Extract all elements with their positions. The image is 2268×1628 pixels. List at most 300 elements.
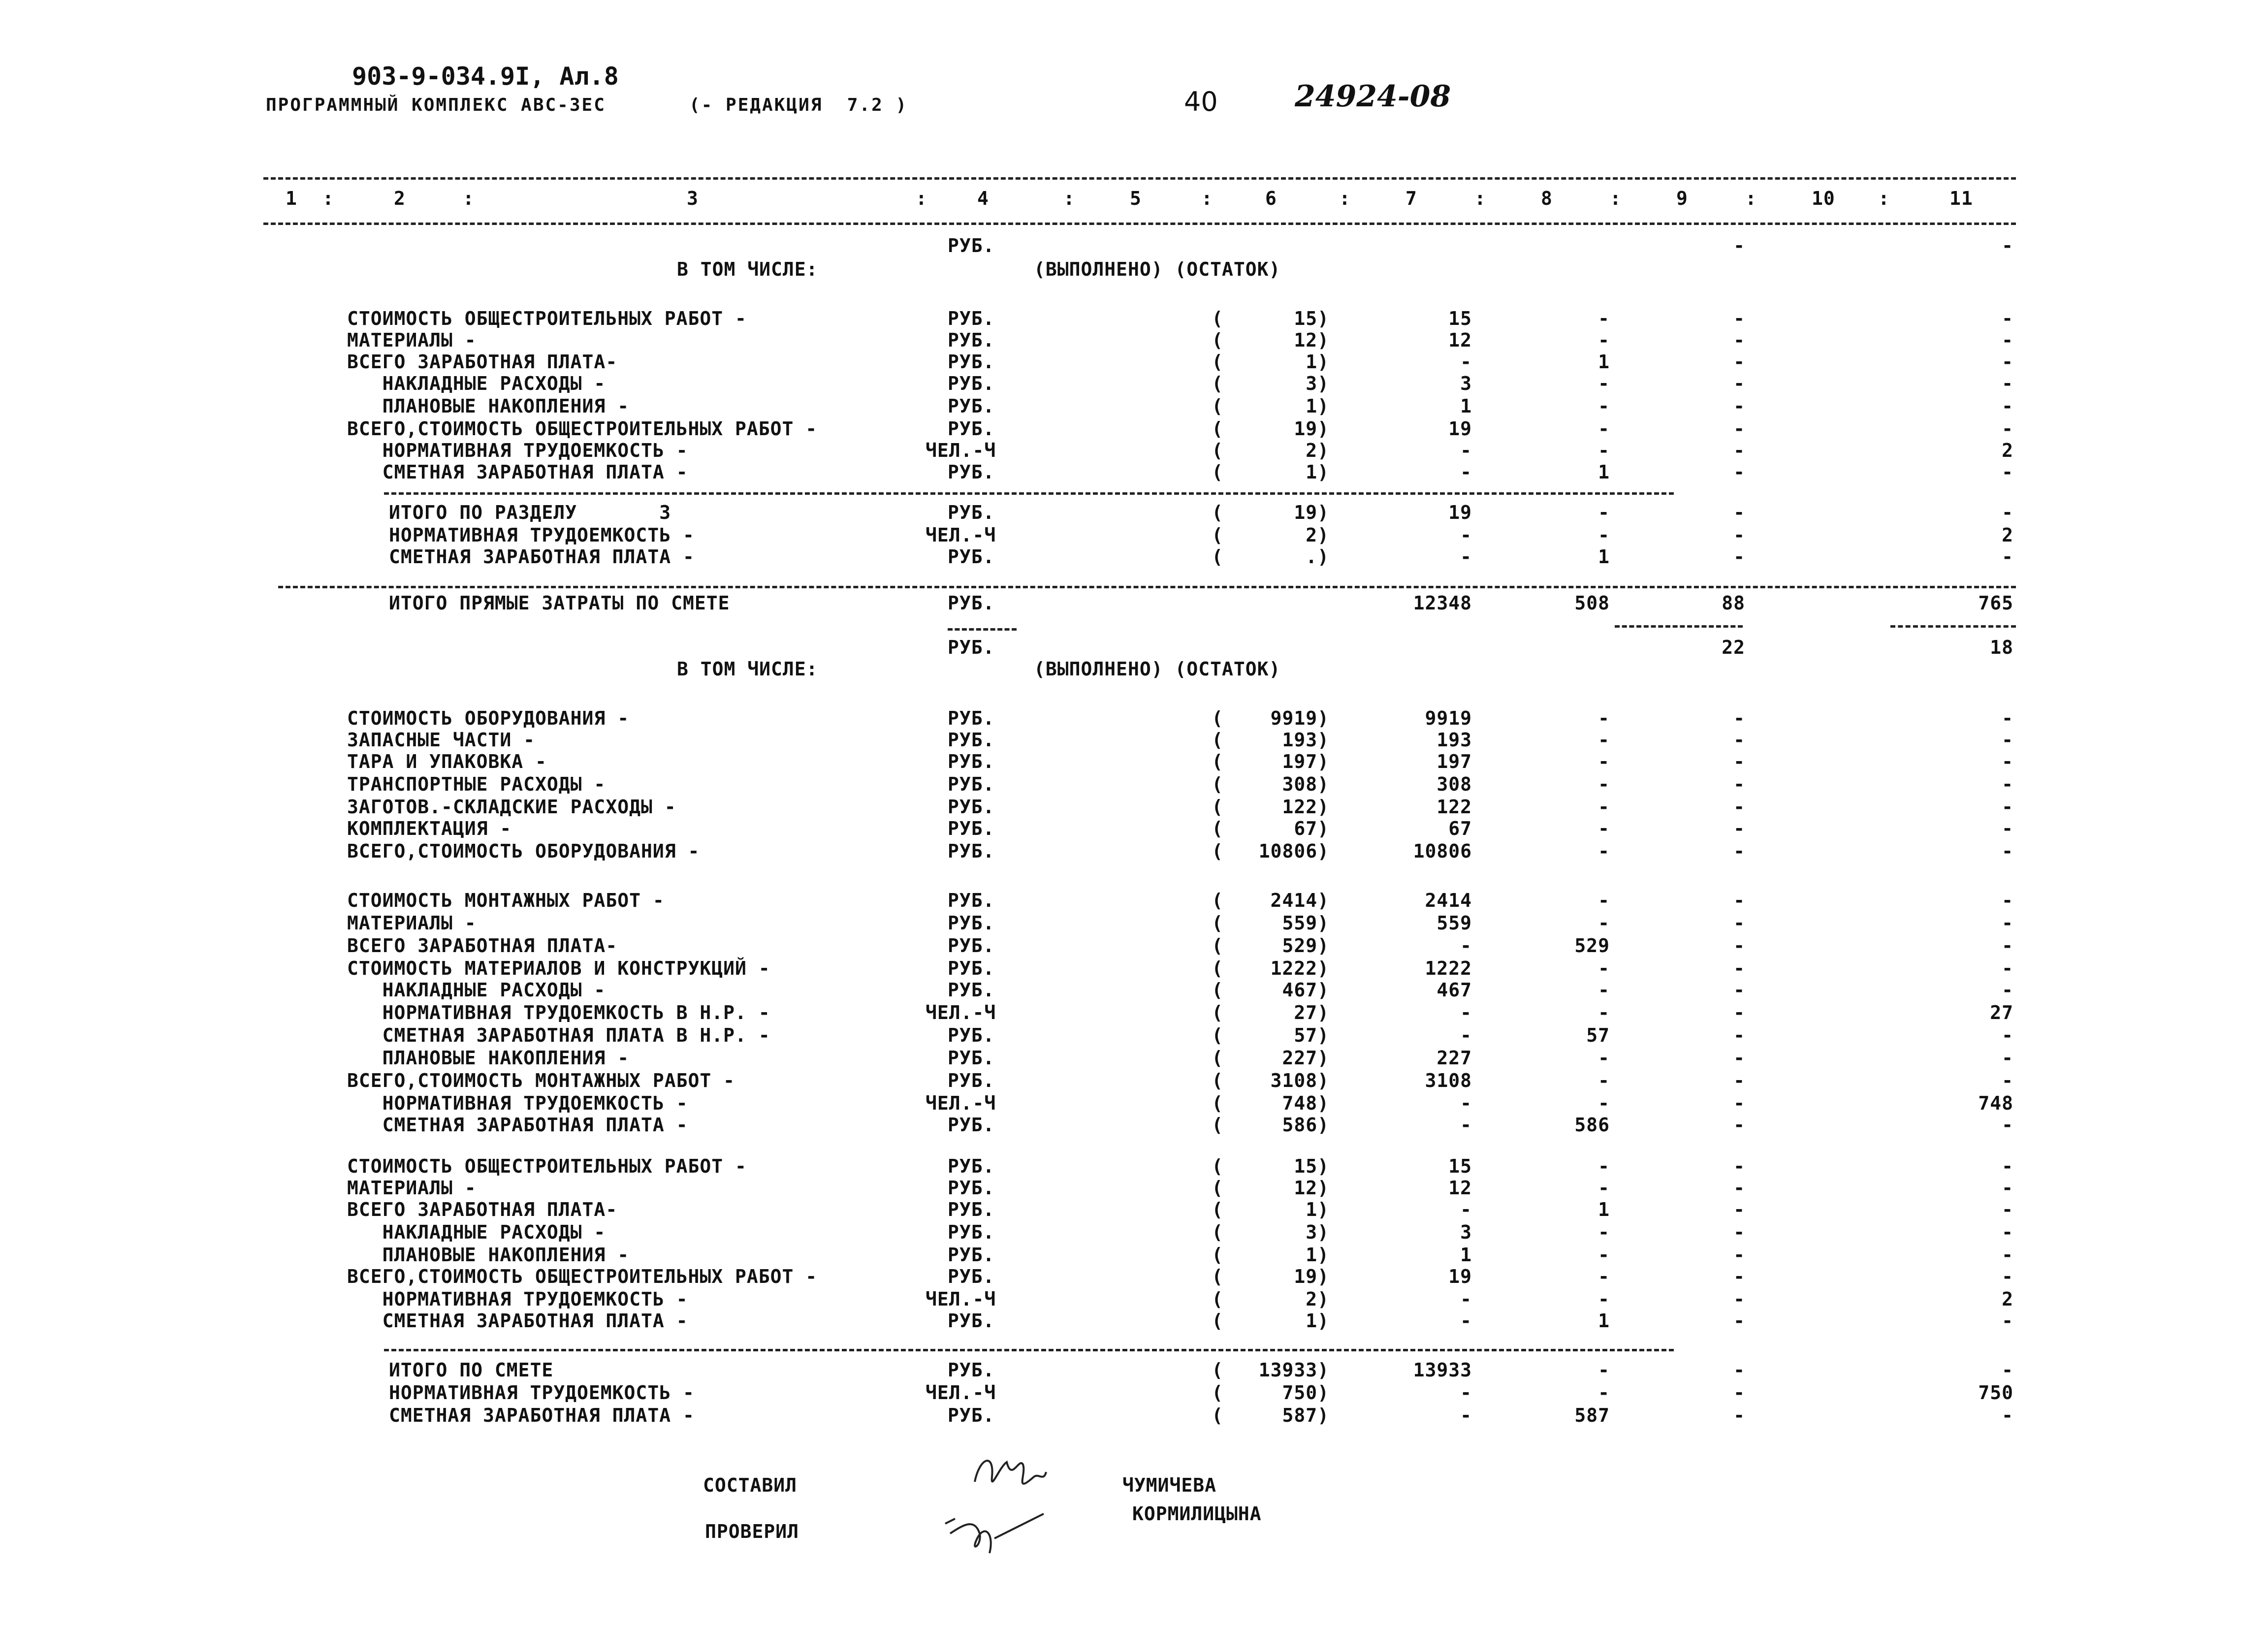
cell-col7: 12 [1448, 329, 1472, 351]
section-rule [384, 1349, 1674, 1351]
cell-col8: - [1598, 796, 1610, 818]
row-unit: РУБ. [948, 373, 995, 394]
cell-col9: - [1733, 979, 1745, 1001]
row-unit: РУБ. [948, 329, 995, 351]
row-label: ЗАПАСНЫЕ ЧАСТИ - [347, 729, 536, 751]
cell-col11: 18 [1990, 637, 2013, 658]
cell-col11: - [2002, 546, 2013, 568]
compiled-name: ЧУМИЧЕВА [1122, 1474, 1217, 1496]
checked-label: ПРОВЕРИЛ [705, 1521, 799, 1542]
cell-col9: - [1733, 890, 1745, 911]
row-label: СМЕТНАЯ ЗАРАБОТНАЯ ПЛАТА - [389, 546, 695, 568]
row-unit: РУБ. [948, 395, 995, 417]
cell-col11: - [2002, 707, 2013, 729]
column-number: 7 [1406, 188, 1417, 209]
cell-col11: - [2002, 890, 2013, 911]
row-unit: РУБ. [948, 818, 995, 839]
row-unit: РУБ. [948, 1266, 995, 1287]
cell-col9: - [1733, 958, 1745, 979]
cell-col11: - [2002, 840, 2013, 862]
edition: (- РЕДАКЦИЯ 7.2 ) [689, 95, 908, 115]
row-label: СТОИМОСТЬ ОБОРУДОВАНИЯ - [347, 707, 630, 729]
row-label: ПЛАНОВЫЕ НАКОПЛЕНИЯ - [347, 395, 630, 417]
cell-col9: - [1733, 796, 1745, 818]
cell-col7: - [1460, 1310, 1472, 1332]
checked-name: КОРМИЛИЦЫНА [1132, 1503, 1262, 1525]
cell-col8: - [1598, 729, 1610, 751]
ref-number: 24924-08 [1295, 79, 1451, 114]
cell-col7: - [1460, 1382, 1472, 1404]
cell-col7: - [1460, 440, 1472, 461]
cell-col9: - [1733, 308, 1745, 329]
row-unit: РУБ. [948, 592, 995, 614]
row-label: СТОИМОСТЬ ОБЩЕСТРОИТЕЛЬНЫХ РАБОТ - [347, 308, 747, 329]
cell-col6: ( 467) [1212, 979, 1329, 1001]
cell-col7: 19 [1448, 418, 1472, 440]
cell-col8: 1 [1598, 351, 1610, 373]
row-unit: РУБ. [948, 729, 995, 751]
cell-col7: - [1460, 524, 1472, 546]
cell-col8: - [1598, 912, 1610, 934]
column-separator: : [322, 188, 334, 209]
cell-col7: - [1460, 351, 1472, 373]
cell-col8: - [1598, 958, 1610, 979]
cell-col6: ( 10806) [1212, 840, 1329, 862]
cell-col8: - [1598, 979, 1610, 1001]
cell-col9: 88 [1722, 592, 1745, 614]
cell-col9: - [1733, 840, 1745, 862]
column-separator: : [1610, 188, 1622, 209]
cell-col8: - [1598, 1070, 1610, 1091]
column-number: 1 [286, 188, 297, 209]
column-number: 2 [394, 188, 406, 209]
cell-col11: 27 [1990, 1002, 2013, 1023]
cell-col8: - [1598, 373, 1610, 394]
cell-col6: ( 308) [1212, 773, 1329, 795]
cell-col9: - [1733, 373, 1745, 394]
cell-col11: - [2002, 818, 2013, 839]
cell-col11: - [2002, 395, 2013, 417]
cell-col8: - [1598, 502, 1610, 523]
cell-col11: - [2002, 1070, 2013, 1091]
cell-col8: - [1598, 329, 1610, 351]
row-unit: РУБ. [948, 979, 995, 1001]
cell-col8: - [1598, 418, 1610, 440]
cell-col11: - [2002, 1199, 2013, 1220]
cell-col11: 2 [2002, 1288, 2013, 1310]
cell-col8: - [1598, 1382, 1610, 1404]
cell-col7: 12 [1448, 1177, 1472, 1199]
section-rule [278, 586, 2016, 588]
cell-col6: ( 19) [1212, 418, 1329, 440]
cell-col11: - [2002, 773, 2013, 795]
cell-col6: ( 12) [1212, 1177, 1329, 1199]
cell-col7: 19 [1448, 502, 1472, 523]
row-label: СМЕТНАЯ ЗАРАБОТНАЯ ПЛАТА - [347, 461, 688, 483]
cell-col6: ( 15) [1212, 308, 1329, 329]
row-unit: ЧЕЛ.-Ч [926, 1288, 996, 1310]
column-number: 8 [1541, 188, 1553, 209]
cell-col11: 765 [1978, 592, 2013, 614]
cell-col6: ( 750) [1212, 1382, 1329, 1404]
cell-col9: - [1733, 1288, 1745, 1310]
cell-col11: - [2002, 461, 2013, 483]
cell-col9: - [1733, 1359, 1745, 1381]
cell-col9: - [1733, 1155, 1745, 1177]
cell-col7: 15 [1448, 1155, 1472, 1177]
cell-col7: 227 [1437, 1047, 1472, 1069]
row-label: КОМПЛЕКТАЦИЯ - [347, 818, 512, 839]
cell-col11: - [2002, 502, 2013, 523]
cell-col6: ( 1) [1212, 351, 1329, 373]
cell-col6: ( 2) [1212, 524, 1329, 546]
cell-col11: - [2002, 1024, 2013, 1046]
cell-col8: 1 [1598, 1199, 1610, 1220]
row-unit: РУБ. [948, 1310, 995, 1332]
row-unit: РУБ. [948, 1155, 995, 1177]
signature-checked-icon [935, 1504, 1054, 1563]
row-unit: РУБ. [948, 637, 995, 658]
row-unit: РУБ. [948, 502, 995, 523]
row-unit: РУБ. [948, 1024, 995, 1046]
cell-col7: - [1460, 1024, 1472, 1046]
compiled-label: СОСТАВИЛ [703, 1474, 798, 1496]
row-unit: РУБ. [948, 1070, 995, 1091]
cell-col8: - [1598, 1266, 1610, 1287]
row-label: ПЛАНОВЫЕ НАКОПЛЕНИЯ - [347, 1047, 630, 1069]
row-unit: РУБ. [948, 461, 995, 483]
row-label: СТОИМОСТЬ МАТЕРИАЛОВ И КОНСТРУКЦИЙ - [347, 958, 770, 979]
row-label: НОРМАТИВНАЯ ТРУДОЕМКОСТЬ - [347, 1288, 688, 1310]
cell-col8: - [1598, 1047, 1610, 1069]
column-separator: : [1878, 188, 1890, 209]
cell-col6: ( 3108) [1212, 1070, 1329, 1091]
cell-col8: - [1598, 1221, 1610, 1243]
cell-col9: - [1733, 418, 1745, 440]
cell-col11: - [2002, 1310, 2013, 1332]
cell-col11: - [2002, 912, 2013, 934]
row-label: НОРМАТИВНАЯ ТРУДОЕМКОСТЬ - [389, 1382, 695, 1404]
cell-col11: - [2002, 373, 2013, 394]
program-name: ПРОГРАММНЫЙ КОМПЛЕКС АВС-3ЕС [266, 95, 606, 115]
cell-col7: 467 [1437, 979, 1472, 1001]
cell-col9: - [1733, 1244, 1745, 1266]
cell-col11: - [2002, 729, 2013, 751]
cell-col9: - [1733, 818, 1745, 839]
row-label: НОРМАТИВНАЯ ТРУДОЕМКОСТЬ В Н.Р. - [347, 1002, 770, 1023]
cell-col9: - [1733, 502, 1745, 523]
cell-col8: - [1598, 1177, 1610, 1199]
row-unit: РУБ. [948, 751, 995, 772]
cell-col6: ( 748) [1212, 1092, 1329, 1114]
row-unit: РУБ. [948, 840, 995, 862]
row-label: ТАРА И УПАКОВКА - [347, 751, 547, 772]
row-label: ВСЕГО ЗАРАБОТНАЯ ПЛАТА- [347, 1199, 618, 1220]
cell-col8: - [1598, 1359, 1610, 1381]
cell-col9: - [1733, 1310, 1745, 1332]
cell-col7: - [1460, 1114, 1472, 1136]
cell-col7: 559 [1437, 912, 1472, 934]
column-number: 9 [1676, 188, 1688, 209]
cell-col11: - [2002, 308, 2013, 329]
row-label: ВСЕГО,СТОИМОСТЬ ОБОРУДОВАНИЯ - [347, 840, 700, 862]
cell-col9: - [1733, 395, 1745, 417]
cell-col6: ( 27) [1212, 1002, 1329, 1023]
cell-col9: - [1733, 1070, 1745, 1091]
row-unit: РУБ. [948, 707, 995, 729]
row-label: СТОИМОСТЬ ОБЩЕСТРОИТЕЛЬНЫХ РАБОТ - [347, 1155, 747, 1177]
cell-col8: 529 [1574, 935, 1610, 957]
cell-col11: - [2002, 935, 2013, 957]
row-unit: РУБ. [948, 546, 995, 568]
cell-col9: - [1733, 773, 1745, 795]
cell-col11: - [2002, 751, 2013, 772]
cell-col6: ( 2) [1212, 440, 1329, 461]
cell-col6: ( 19) [1212, 502, 1329, 523]
cell-col6: ( 1222) [1212, 958, 1329, 979]
row-label: МАТЕРИАЛЫ - [347, 329, 477, 351]
cell-col9: - [1733, 935, 1745, 957]
row-unit: РУБ. [948, 1221, 995, 1243]
cell-col9: - [1733, 729, 1745, 751]
row-unit: РУБ. [948, 308, 995, 329]
cell-col11: 2 [2002, 440, 2013, 461]
cell-col7: 1222 [1425, 958, 1472, 979]
row-unit: РУБ. [948, 1359, 995, 1381]
row-unit: РУБ. [948, 890, 995, 911]
cell-col8: - [1598, 1244, 1610, 1266]
column-number: 4 [977, 188, 989, 209]
row-label: НАКЛАДНЫЕ РАСХОДЫ - [347, 1221, 606, 1243]
cell-col6: ( 122) [1212, 796, 1329, 818]
cell-col6: ( 1) [1212, 395, 1329, 417]
cell-col11: - [2002, 979, 2013, 1001]
row-label: ТРАНСПОРТНЫЕ РАСХОДЫ - [347, 773, 606, 795]
cell-col11: 748 [1978, 1092, 2013, 1114]
cell-col6: ( 67) [1212, 818, 1329, 839]
cell-col9: - [1733, 1266, 1745, 1287]
cell-col8: - [1598, 308, 1610, 329]
cell-col6: ( 3) [1212, 373, 1329, 394]
cell-col8: 508 [1574, 592, 1610, 614]
header-bottom-rule [263, 223, 2016, 225]
cell-col9: - [1733, 1092, 1745, 1114]
column-number: 10 [1812, 188, 1835, 209]
cell-col9: - [1733, 1047, 1745, 1069]
column-separator: : [1474, 188, 1486, 209]
row-unit: РУБ. [948, 1244, 995, 1266]
cell-col8: - [1598, 395, 1610, 417]
cell-col8: - [1598, 840, 1610, 862]
row-note: (ВЫПОЛНЕНО) (ОСТАТОК) [1034, 258, 1281, 280]
row-unit: РУБ. [948, 935, 995, 957]
row-label: СМЕТНАЯ ЗАРАБОТНАЯ ПЛАТА В Н.Р. - [347, 1024, 770, 1046]
cell-col9: - [1733, 707, 1745, 729]
column-separator: : [916, 188, 927, 209]
cell-col9: - [1733, 1024, 1745, 1046]
row-note: (ВЫПОЛНЕНО) (ОСТАТОК) [1034, 658, 1281, 680]
row-label: ВСЕГО ЗАРАБОТНАЯ ПЛАТА- [347, 351, 618, 373]
cell-col8: 587 [1574, 1405, 1610, 1426]
cell-col7: 3 [1460, 1221, 1472, 1243]
row-unit: ЧЕЛ.-Ч [926, 440, 996, 461]
row-unit: РУБ. [948, 958, 995, 979]
row-label: В ТОМ ЧИСЛЕ: [677, 258, 818, 280]
cell-col6: ( 1) [1212, 1310, 1329, 1332]
cell-col6: ( 15) [1212, 1155, 1329, 1177]
cell-col7: 2414 [1425, 890, 1472, 911]
cell-col9: - [1733, 351, 1745, 373]
cell-col9: - [1733, 440, 1745, 461]
cell-col11: - [2002, 1221, 2013, 1243]
cell-col7: 193 [1437, 729, 1472, 751]
cell-col9: - [1733, 1199, 1745, 1220]
cell-col6: ( 3) [1212, 1221, 1329, 1243]
row-unit: РУБ. [948, 796, 995, 818]
row-label: НАКЛАДНЫЕ РАСХОДЫ - [347, 979, 606, 1001]
row-unit: ЧЕЛ.-Ч [926, 1002, 996, 1023]
column-separator: : [1063, 188, 1075, 209]
cell-col6: ( 227) [1212, 1047, 1329, 1069]
cell-col6: ( 2) [1212, 1288, 1329, 1310]
cell-col11: 750 [1978, 1382, 2013, 1404]
row-unit: ЧЕЛ.-Ч [926, 1092, 996, 1114]
cell-col7: - [1460, 1092, 1472, 1114]
cell-col6: ( 19) [1212, 1266, 1329, 1287]
row-label: ВСЕГО,СТОИМОСТЬ ОБЩЕСТРОИТЕЛЬНЫХ РАБОТ - [347, 418, 818, 440]
cell-col6: ( 587) [1212, 1405, 1329, 1426]
cell-col7: - [1460, 935, 1472, 957]
row-label: ЗАГОТОВ.-СКЛАДСКИЕ РАСХОДЫ - [347, 796, 676, 818]
cell-col8: 57 [1586, 1024, 1610, 1046]
row-unit: РУБ. [948, 351, 995, 373]
cell-col11: - [2002, 1266, 2013, 1287]
cell-col11: - [2002, 1177, 2013, 1199]
cell-col9: - [1733, 912, 1745, 934]
cell-col11: - [2002, 1114, 2013, 1136]
cell-col9: - [1733, 329, 1745, 351]
row-label: НОРМАТИВНАЯ ТРУДОЕМКОСТЬ - [389, 524, 695, 546]
row-unit: РУБ. [948, 1199, 995, 1220]
row-label: В ТОМ ЧИСЛЕ: [677, 658, 818, 680]
cell-col7: 1 [1460, 1244, 1472, 1266]
column-separator: : [463, 188, 475, 209]
column-number: 6 [1265, 188, 1277, 209]
cell-col8: 1 [1598, 1310, 1610, 1332]
cell-col9: - [1733, 1221, 1745, 1243]
column-number: 11 [1949, 188, 1973, 209]
cell-col8: - [1598, 1288, 1610, 1310]
cell-col8: - [1598, 1155, 1610, 1177]
column-number: 5 [1130, 188, 1142, 209]
cell-col6: ( 1) [1212, 461, 1329, 483]
cell-col11: 2 [2002, 524, 2013, 546]
cell-col7: - [1460, 1002, 1472, 1023]
row-label: ПЛАНОВЫЕ НАКОПЛЕНИЯ - [347, 1244, 630, 1266]
column-separator: : [1745, 188, 1757, 209]
cell-col7: - [1460, 1288, 1472, 1310]
row-label: СМЕТНАЯ ЗАРАБОТНАЯ ПЛАТА - [389, 1405, 695, 1426]
cell-col8: - [1598, 890, 1610, 911]
row-unit: РУБ. [948, 773, 995, 795]
cell-col9: - [1733, 461, 1745, 483]
row-label: НАКЛАДНЫЕ РАСХОДЫ - [347, 373, 606, 394]
cell-col6: ( 12) [1212, 329, 1329, 351]
row-label: ИТОГО ПО РАЗДЕЛУ 3 [389, 502, 671, 523]
cell-col6: ( .) [1212, 546, 1329, 568]
cell-col9: - [1733, 235, 1745, 256]
cell-col7: - [1460, 461, 1472, 483]
cell-col7: 10806 [1413, 840, 1472, 862]
row-unit: ЧЕЛ.-Ч [926, 524, 996, 546]
row-label: НОРМАТИВНАЯ ТРУДОЕМКОСТЬ - [347, 440, 688, 461]
cell-col11: - [2002, 1047, 2013, 1069]
cell-col6: ( 1) [1212, 1244, 1329, 1266]
row-label: СМЕТНАЯ ЗАРАБОТНАЯ ПЛАТА - [347, 1310, 688, 1332]
column-separator: : [1339, 188, 1351, 209]
signature-compiled-icon [965, 1447, 1054, 1506]
cell-col6: ( 13933) [1212, 1359, 1329, 1381]
cell-col11: - [2002, 1405, 2013, 1426]
cell-col9: - [1733, 1002, 1745, 1023]
cell-col6: ( 559) [1212, 912, 1329, 934]
doc-code: 903-9-034.9I, Ал.8 [352, 62, 619, 91]
cell-col7: 13933 [1413, 1359, 1472, 1381]
cell-col8: 586 [1574, 1114, 1610, 1136]
cell-col9: - [1733, 1177, 1745, 1199]
cell-col8: - [1598, 1092, 1610, 1114]
cell-col8: - [1598, 1002, 1610, 1023]
row-unit: РУБ. [948, 1047, 995, 1069]
cell-col11: - [2002, 796, 2013, 818]
cell-col8: - [1598, 524, 1610, 546]
cell-col7: 1 [1460, 395, 1472, 417]
cell-col7: 19 [1448, 1266, 1472, 1287]
cell-col8: - [1598, 818, 1610, 839]
cell-col6: ( 197) [1212, 751, 1329, 772]
cell-col9: - [1733, 751, 1745, 772]
cell-col6: ( 586) [1212, 1114, 1329, 1136]
cell-col8: - [1598, 773, 1610, 795]
cell-col11: - [2002, 958, 2013, 979]
subtotal-rule [1890, 625, 2016, 628]
cell-col9: 22 [1722, 637, 1745, 658]
cell-col9: - [1733, 546, 1745, 568]
cell-col6: ( 529) [1212, 935, 1329, 957]
cell-col7: 3108 [1425, 1070, 1472, 1091]
row-label: МАТЕРИАЛЫ - [347, 1177, 477, 1199]
cell-col7: 122 [1437, 796, 1472, 818]
cell-col8: - [1598, 751, 1610, 772]
row-unit: РУБ. [948, 912, 995, 934]
cell-col7: 3 [1460, 373, 1472, 394]
row-unit: ЧЕЛ.-Ч [926, 1382, 996, 1404]
row-label: ВСЕГО,СТОИМОСТЬ ОБЩЕСТРОИТЕЛЬНЫХ РАБОТ - [347, 1266, 818, 1287]
row-unit: РУБ. [948, 1177, 995, 1199]
cell-col7: - [1460, 1199, 1472, 1220]
subtotal-rule [948, 628, 1017, 631]
cell-col7: 15 [1448, 308, 1472, 329]
cell-col11: - [2002, 1244, 2013, 1266]
cell-col8: - [1598, 440, 1610, 461]
cell-col6: ( 1) [1212, 1199, 1329, 1220]
cell-col6: ( 2414) [1212, 890, 1329, 911]
cell-col11: - [2002, 329, 2013, 351]
cell-col8: 1 [1598, 546, 1610, 568]
row-label: ИТОГО ПРЯМЫЕ ЗАТРАТЫ ПО СМЕТЕ [389, 592, 730, 614]
cell-col7: - [1460, 546, 1472, 568]
cell-col6: ( 9919) [1212, 707, 1329, 729]
